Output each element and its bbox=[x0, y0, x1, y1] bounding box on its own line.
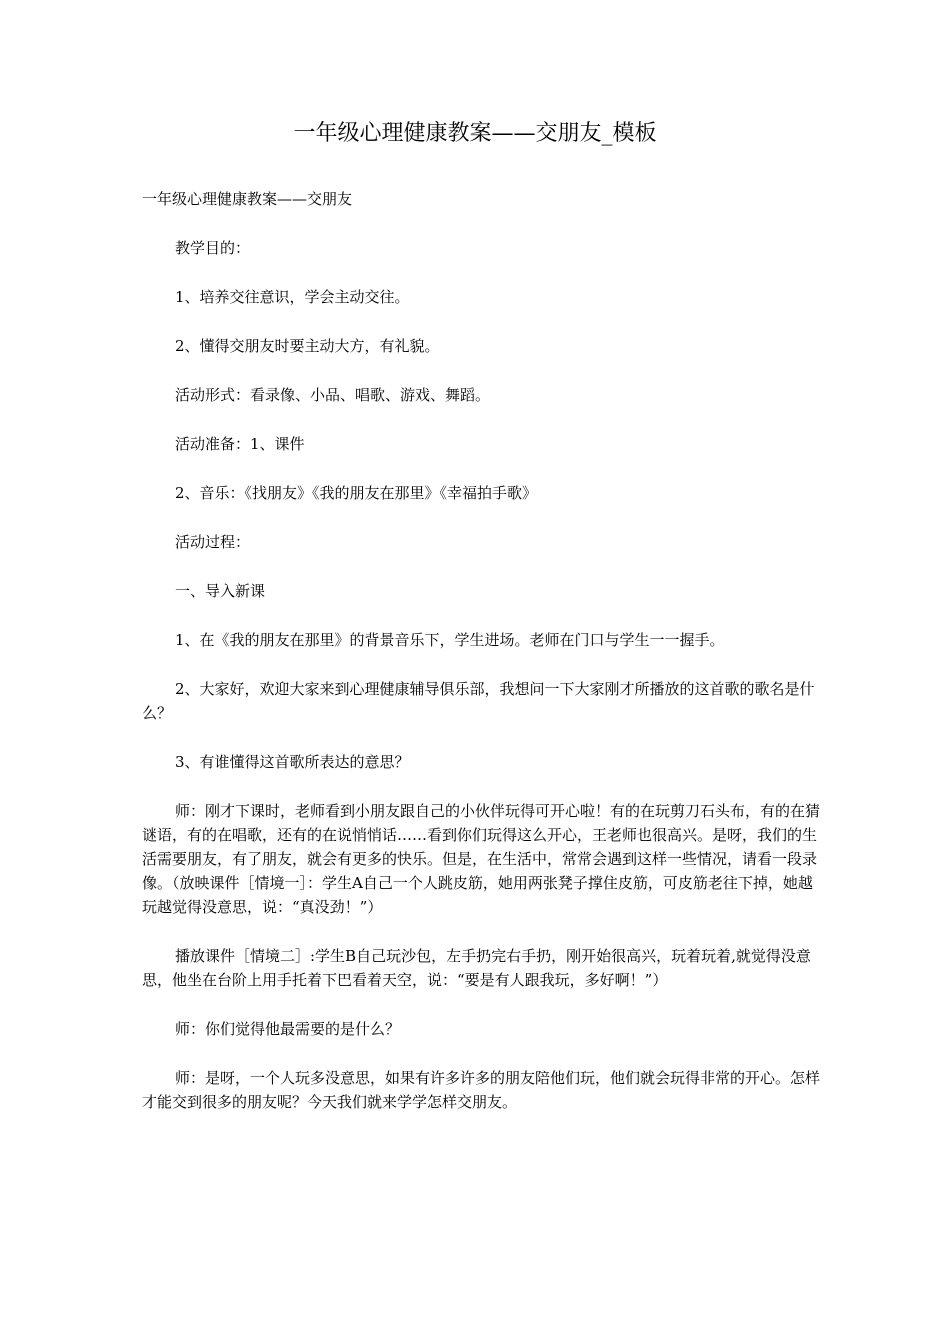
paragraph-activity-form: 活动形式：看录像、小品、唱歌、游戏、舞蹈。 bbox=[175, 386, 491, 404]
paragraph-step-1: 1、在《我的朋友在那里》的背景音乐下，学生进场。老师在门口与学生一一握手。 bbox=[175, 631, 725, 649]
paragraph-scenario-2: 播放课件［情境二］:学生B自己玩沙包，左手扔完右手扔，刚开始很高兴，玩着玩着,就觉得没意思，他坐在台阶上用手托着下巴看着天空，说：“要是有人跟我玩，多好啊！”） bbox=[142, 947, 811, 989]
document-body bbox=[142, 187, 822, 1139]
paragraph-process-heading: 活动过程： bbox=[175, 533, 251, 551]
paragraph-teacher-talk-1: 师：刚才下课时，老师看到小朋友跟自己的小伙伴玩得可开心啦！有的在玩剪刀石头布，有的在猜谜语，有的在唱歌，还有的在说悄悄话……看到你们玩得这么开心，王老师也很高兴。是呀，我们的生活需要朋友，有了朋友，就会有更多的快乐。但是，在生活中，常常会遇到这样一些情况，请看一段录像。（放映课件［情境一］：学生A自己一个人跳皮筋，她用两张凳子撑住皮筋，可皮筋老往下掉，她越玩越觉得没意思，说：“真没劲！”） bbox=[142, 802, 821, 916]
document-subtitle: 一年级心理健康教案——交朋友 bbox=[142, 190, 353, 208]
document-title: 一年级心理健康教案——交朋友_模板 bbox=[293, 121, 657, 146]
paragraph-step-2: 2、大家好，欢迎大家来到心理健康辅导俱乐部，我想问一下大家刚才所播放的这首歌的歌名是什么？ bbox=[142, 680, 815, 722]
paragraph-goal-1: 1、培养交往意识，学会主动交往。 bbox=[175, 288, 410, 306]
paragraph-teacher-question: 师：你们觉得他最需要的是什么？ bbox=[175, 1020, 401, 1038]
paragraph-teacher-talk-2: 师：是呀，一个人玩多没意思，如果有许多许多的朋友陪他们玩，他们就会玩得非常的开心。怎样才能交到很多的朋友呢？今天我们就来学学怎样交朋友。 bbox=[142, 1069, 821, 1111]
paragraph-music: 2、音乐：《找朋友》《我的朋友在那里》《幸福拍手歌》 bbox=[175, 484, 538, 502]
paragraph-activity-prep: 活动准备：1、课件 bbox=[175, 435, 305, 453]
paragraph-section-intro: 一、导入新课 bbox=[175, 582, 266, 600]
paragraph-teaching-goal-heading: 教学目的： bbox=[175, 239, 251, 257]
paragraph-step-3: 3、有谁懂得这首歌所表达的意思？ bbox=[175, 753, 410, 771]
paragraph-goal-2: 2、懂得交朋友时要主动大方，有礼貌。 bbox=[175, 337, 440, 355]
